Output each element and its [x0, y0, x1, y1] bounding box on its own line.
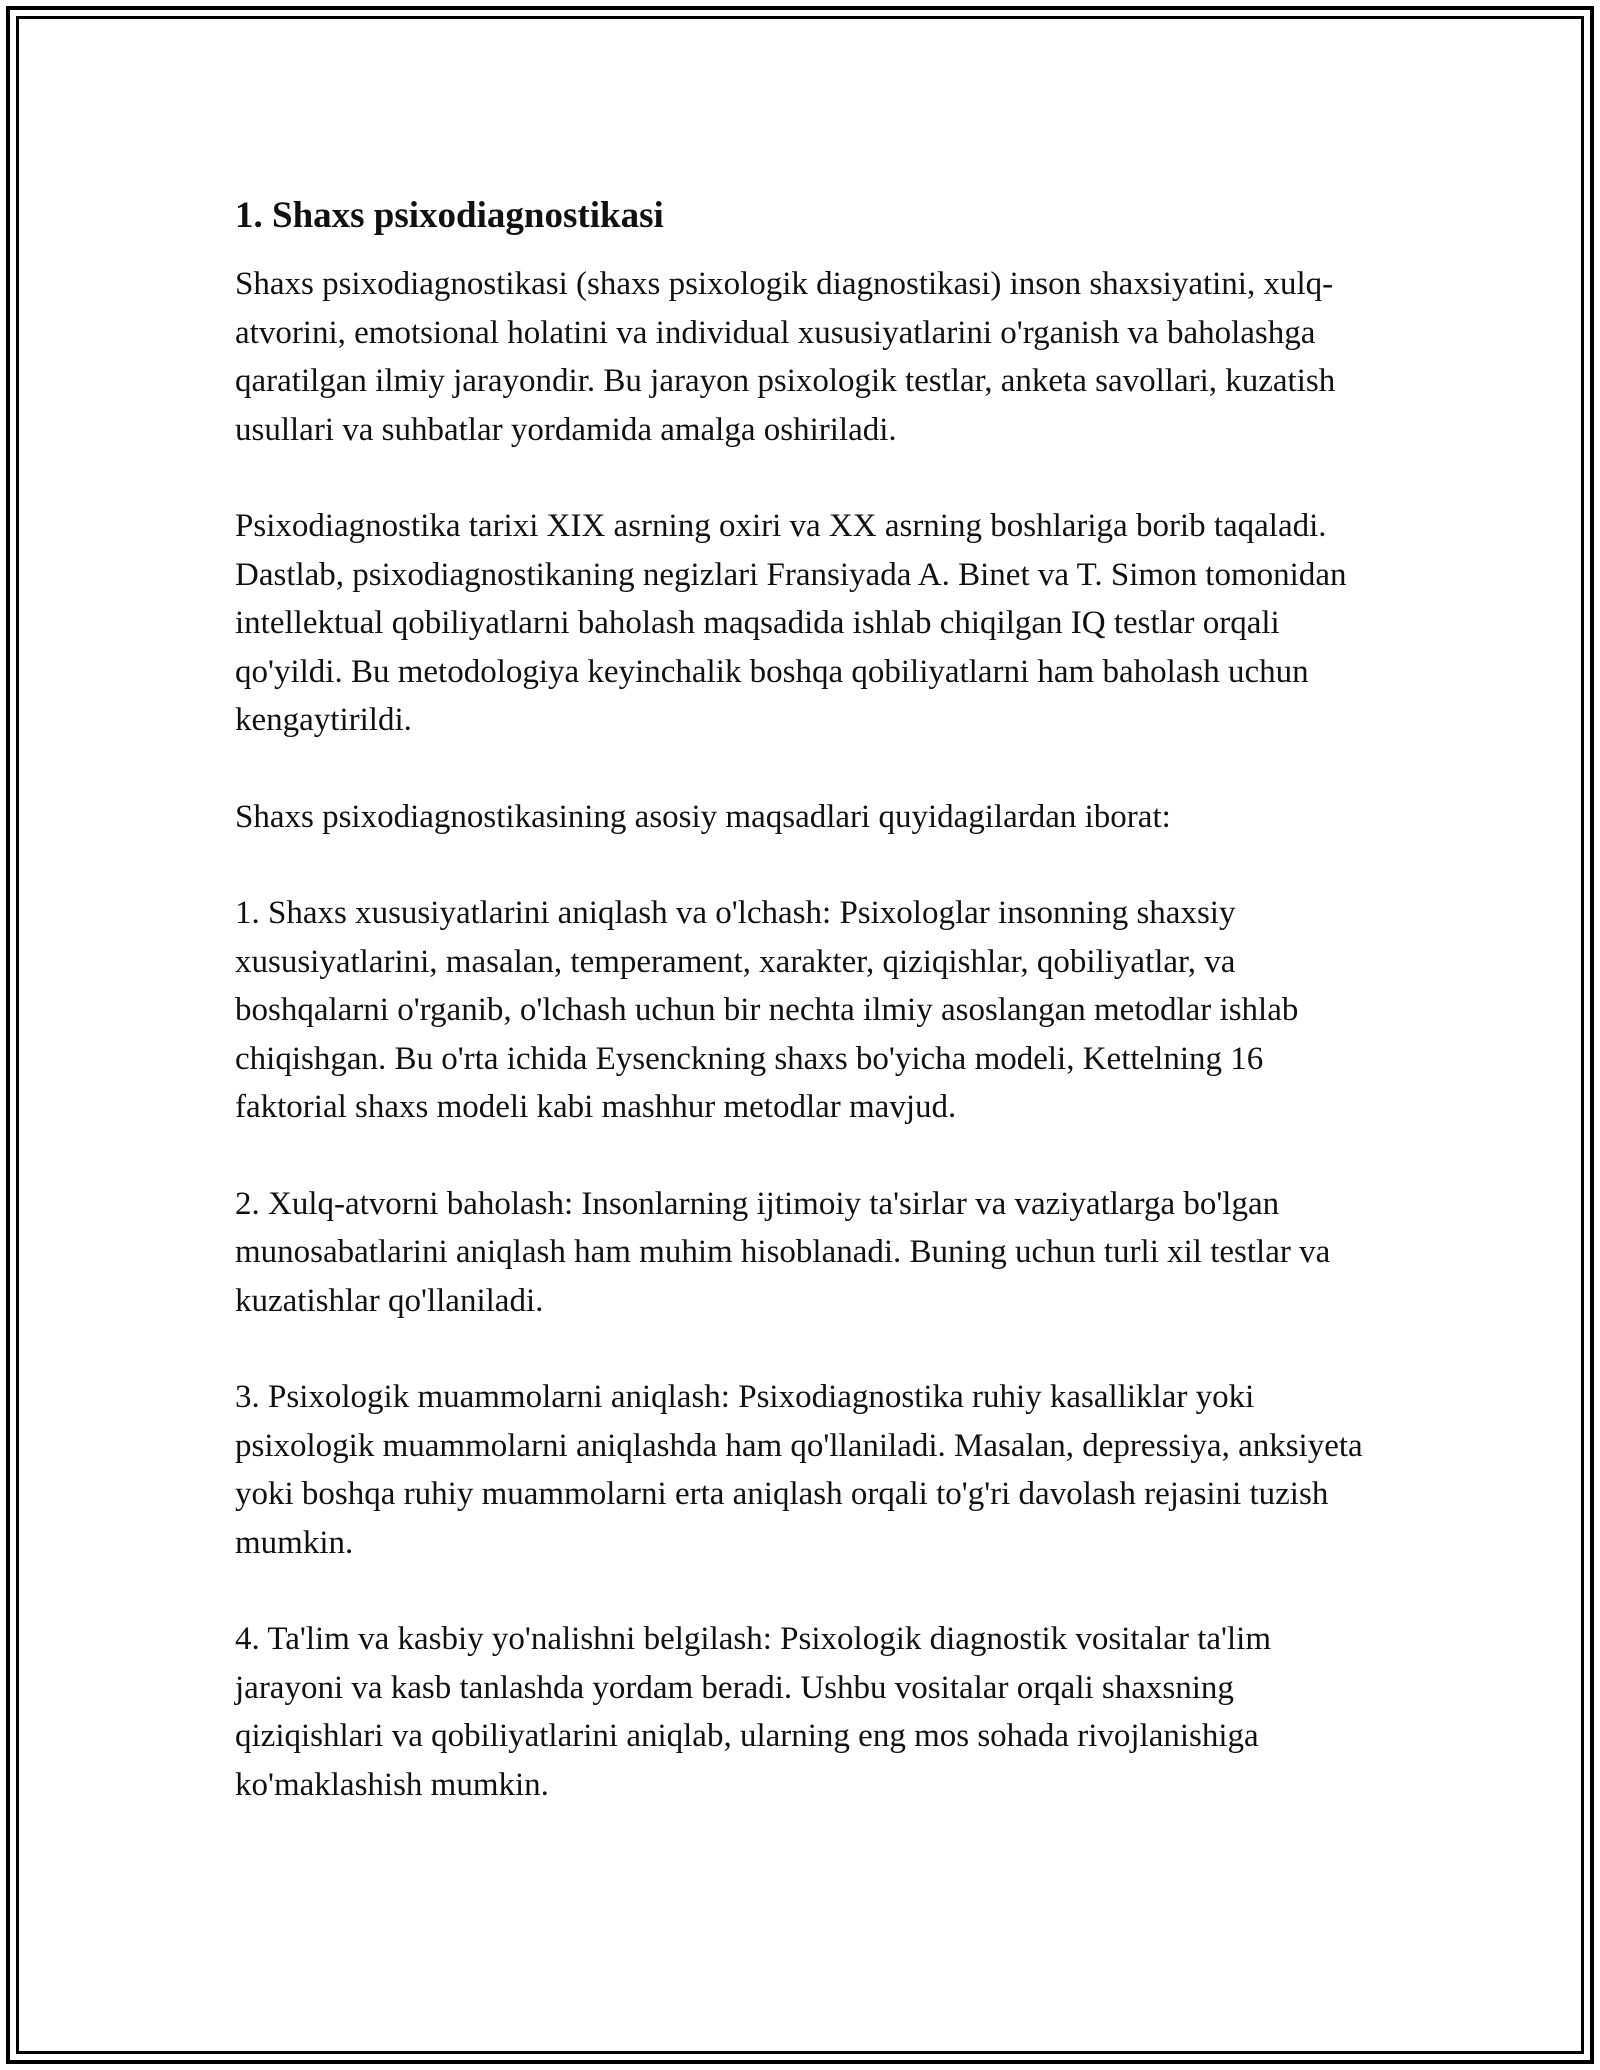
paragraph-intro: Shaxs psixodiagnostikasi (shaxs psixologik diagnostikasi) inson shaxsiyatini, xulq-atvorini, emotsional holatini va individual xususiyatlarini o'rganish va baholashga qaratilgan ilmiy jarayondir. Bu jarayon psixologik testlar, anketa savollari, kuzatish usullari va suhbatlar yordamida amalga oshiriladi.: [235, 266, 1336, 448]
document-body: [235, 192, 1365, 1857]
list-item-goal-3: 3. Psixologik muammolarni aniqlash: Psixodiagnostika ruhiy kasalliklar yoki psixologik muammolarni aniqlashda ham qo'llaniladi. Masalan, depressiya, anksiyeta yoki boshqa ruhiy muammolarni erta aniqlash orqali to'g'ri davolash rejasini tuzish mumkin.: [235, 1379, 1363, 1561]
list-item-goal-2: 2. Xulq-atvorni baholash: Insonlarning ijtimoiy ta'sirlar va vaziyatlarga bo'lgan munosabatlarini aniqlash ham muhim hisoblanadi. Buning uchun turli xil testlar va kuzatishlar qo'llaniladi.: [235, 1185, 1331, 1319]
paragraph-goals-lead: Shaxs psixodiagnostikasining asosiy maqsadlari quyidagilardan iborat:: [235, 798, 1171, 835]
paragraph-history: Psixodiagnostika tarixi XIX asrning oxiri va XX asrning boshlariga borib taqaladi. Dastlab, psixodiagnostikaning negizlari Fransiyada A. Binet va T. Simon tomonidan intellektual qobiliyatlarni baholash maqsadida ishlab chiqilgan IQ testlar orqali qo'yildi. Bu metodologiya keyinchalik boshqa qobiliyatlarni ham baholash uchun kengaytirildi.: [235, 508, 1347, 738]
list-item-goal-1: 1. Shaxs xususiyatlarini aniqlash va o'lchash: Psixologlar insonning shaxsiy xususiyatlarini, masalan, temperament, xarakter, qiziqishlar, qobiliyatlar, va boshqalarni o'rganib, o'lchash uchun bir nechta ilmiy asoslangan metodlar ishlab chiqishgan. Bu o'rta ichida Eysenckning shaxs bo'yicha modeli, Kettelning 16 faktorial shaxs modeli kabi mashhur metodlar mavjud.: [235, 895, 1299, 1125]
section-heading: 1. Shaxs psixodiagnostikasi: [235, 195, 664, 236]
list-item-goal-4: 4. Ta'lim va kasbiy yo'nalishni belgilash: Psixologik diagnostik vositalar ta'lim jarayoni va kasb tanlashda yordam beradi. Ushbu vositalar orqali shaxsning qiziqishlari va qobiliyatlarini aniqlab, ularning eng mos sohada rivojlanishiga ko'maklashish mumkin.: [235, 1621, 1272, 1803]
